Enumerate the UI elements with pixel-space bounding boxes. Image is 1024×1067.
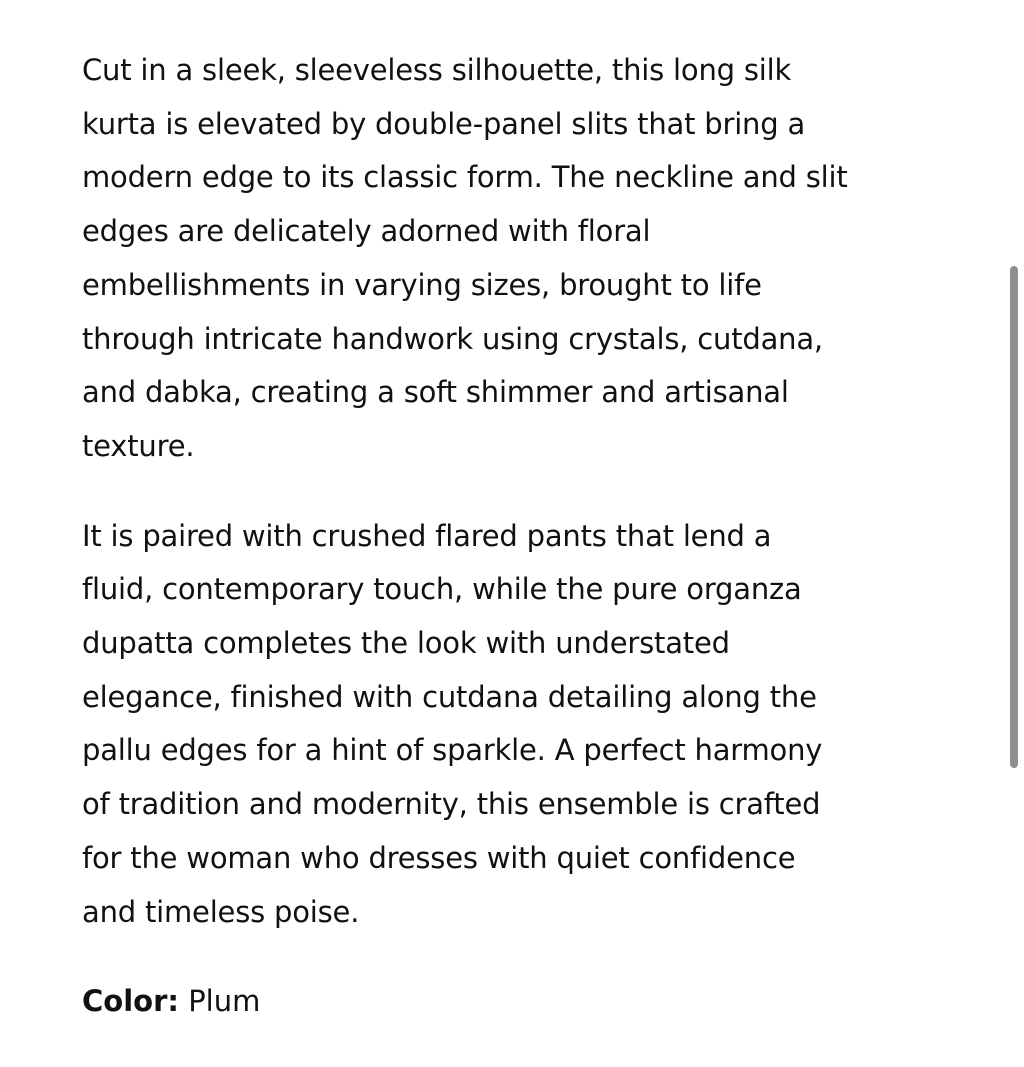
paragraph-line: Cut in a sleek, sleeveless silhouette, this long silk: [82, 53, 792, 87]
paragraph-line: for the woman who dresses with quiet confidence: [82, 840, 796, 875]
paragraph-line: elegance, finished with cutdana detailing along the: [82, 679, 817, 714]
paragraph-line: through intricate handwork using crystals, cutdana,: [82, 321, 823, 356]
color-attribute: [82, 975, 962, 1029]
paragraph-line: embellishments in varying sizes, brought to life: [82, 267, 762, 302]
product-description: [82, 44, 962, 1029]
color-value: Plum: [188, 984, 261, 1019]
scrollbar[interactable]: [1010, 266, 1018, 768]
paragraph-line: fluid, contemporary touch, while the pure organza: [82, 572, 802, 607]
paragraph-line: dupatta completes the look with understated: [82, 626, 730, 661]
description-paragraph-2: [82, 510, 962, 940]
paragraph-line: It is paired with crushed flared pants that lend a: [82, 518, 772, 553]
paragraph-line: edges are delicately adorned with floral: [82, 214, 651, 249]
description-paragraph-1: [82, 44, 962, 474]
paragraph-line: of tradition and modernity, this ensemble is crafted: [82, 787, 821, 822]
paragraph-line: and dabka, creating a soft shimmer and artisanal: [82, 375, 789, 410]
paragraph-line: and timeless poise.: [82, 894, 360, 929]
paragraph-line: kurta is elevated by double-panel slits that bring a: [82, 106, 806, 141]
paragraph-line: texture.: [82, 428, 195, 463]
color-label: Color:: [82, 984, 179, 1019]
paragraph-line: modern edge to its classic form. The neckline and slit: [82, 160, 848, 195]
paragraph-line: pallu edges for a hint of sparkle. A perfect harmony: [82, 733, 823, 768]
